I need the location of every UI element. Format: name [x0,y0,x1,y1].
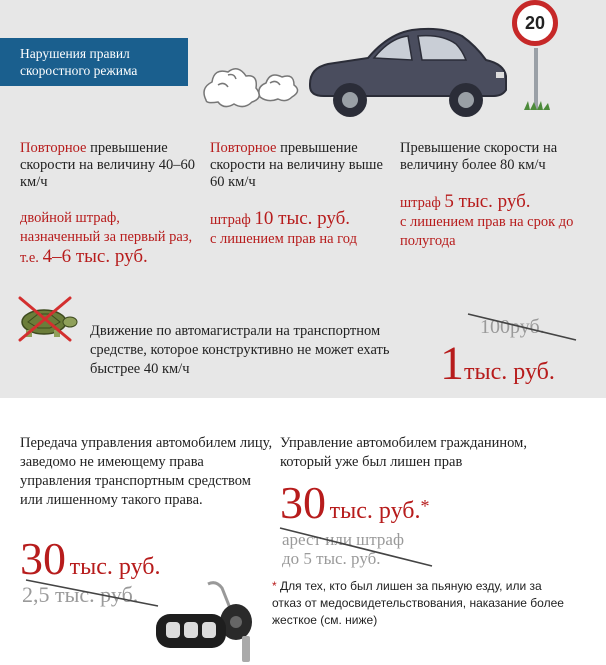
motorway-fine [440,337,555,390]
column-repeat-40-60 [20,140,200,268]
car-key-icon [150,578,280,664]
deprived-fine-number: 30 [280,477,326,528]
column-1-fine-text: двойной штраф, назначенный за первый раз, т.е. [20,210,193,266]
speed-limit-sign: 20 [512,0,558,46]
footnote [272,578,572,629]
column-3-fine-rest: с лишением прав на срок до полугода [400,214,574,249]
column-1-fine-amount: 4–6 тыс. руб. [42,246,148,267]
column-2-fine-amount: 10 тыс. руб. [254,208,351,229]
motorway-fine-unit: тыс. руб. [464,359,555,385]
deprived-block [280,434,580,528]
deprived-old-line-1: арест или штраф [282,530,404,549]
transfer-block [20,434,275,584]
deprived-fine-unit: тыс. руб. [329,498,421,524]
column-3-fine [400,192,600,251]
footnote-text: Для тех, кто был лишен за пьяную езду, или за отказ от медосвидетельствования, наказание более жесткое (см. ниже) [272,579,564,627]
column-repeat-over-60 [210,140,390,249]
column-1-text [20,140,200,191]
footnote-star: * [272,579,277,593]
transfer-fine-number: 30 [20,533,66,584]
tag-line-2: скоростного режима [20,63,138,78]
strike-line-icon [22,576,162,610]
motorway-fine-number: 1 [440,337,464,390]
transfer-old-fine: 2,5 тыс. руб. [22,582,139,607]
column-1-lead: Повторное [20,140,87,156]
motorway-text: Движение по автомагистрали на транспортном средстве, которое конструктивно не может ехать быстрее 40 км/ч [90,323,390,377]
transfer-fine-unit: тыс. руб. [69,554,161,580]
column-2-fine-rest: с лишением прав на год [210,231,357,247]
deprived-fine-asterisk: * [420,496,430,517]
deprived-fine [280,477,430,528]
motorway-old-fine: 100руб. [480,316,545,338]
column-3-fine-amount: 5 тыс. руб. [444,191,531,212]
column-1-fine [20,209,200,268]
column-2-text [210,140,390,191]
crossed-turtle-icon [10,292,80,344]
column-2-rest: превышение скорости на величину выше 60 км/ч [210,140,383,190]
car-icon [300,22,510,122]
deprived-old-line-2: до 5 тыс. руб. [282,549,381,568]
column-2-fine [210,209,390,249]
strike-line-icon [276,522,436,570]
tag-line-1: Нарушения правил [20,46,130,61]
column-3-fine-prefix: штраф [400,195,445,211]
strike-line-icon [466,308,578,344]
deprived-text: Управление автомобилем гражданином, который уже был лишен прав [280,435,527,470]
column-1-rest: превышение скорости на величину 40–60 км/ч [20,140,195,190]
column-2-lead: Повторное [210,140,277,156]
column-2-fine-prefix: штраф [210,212,255,228]
section-tag [0,38,188,86]
transfer-text: Передача управления автомобилем лицу, заведомо не имеющему права управления транспортным средством или лишенному такого права. [20,435,273,508]
column-3-text: Превышение скорости на величину более 80 км/ч [400,140,558,173]
grass-icon [522,100,552,110]
column-over-80 [400,140,600,251]
